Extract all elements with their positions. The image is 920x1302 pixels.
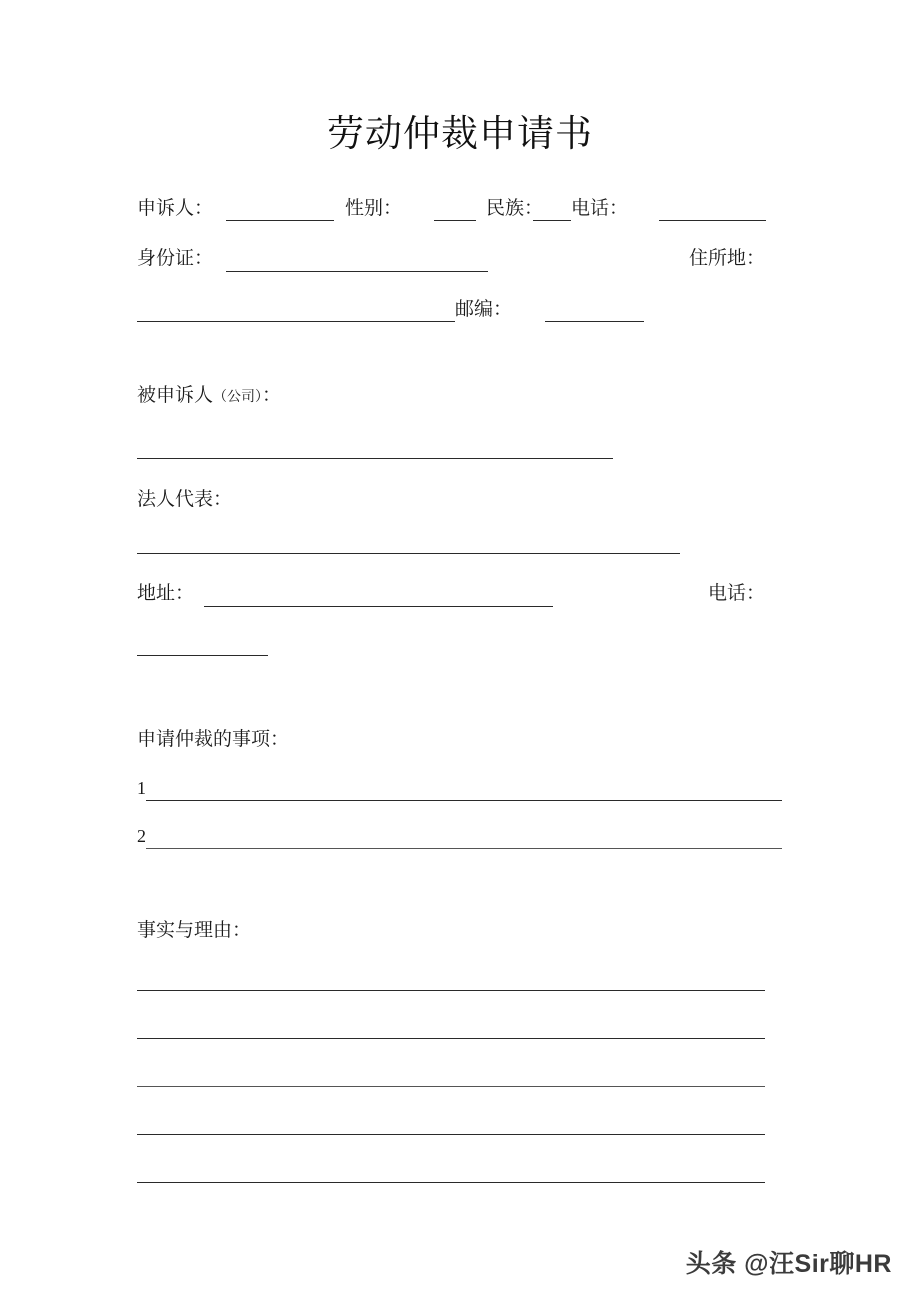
watermark: 头条 @汪Sir聊HR <box>685 1250 892 1278</box>
respondent-address-blank[interactable] <box>204 606 553 607</box>
applicant-gender-label: 性别： <box>345 198 403 219</box>
arbitration-item-blank-1[interactable] <box>146 800 782 801</box>
facts-blank-line-4[interactable] <box>137 1134 765 1135</box>
applicant-id-blank[interactable] <box>226 271 488 272</box>
respondent-address-label: 地址： <box>137 583 195 604</box>
applicant-phone-blank[interactable] <box>659 220 766 221</box>
arbitration-items-heading: 申请仲裁的事项： <box>137 729 290 750</box>
facts-blank-line-1[interactable] <box>137 990 765 991</box>
respondent-label <box>137 383 281 411</box>
applicant-residence-blank[interactable] <box>137 321 455 322</box>
respondent-label-main: 被申诉人 <box>137 385 214 406</box>
respondent-name-blank[interactable] <box>137 458 613 459</box>
respondent-phone-label: 电话： <box>707 583 765 604</box>
applicant-gender-blank[interactable] <box>434 220 476 221</box>
page-title: 劳动仲裁申请书 <box>327 114 593 155</box>
respondent-label-colon: ： <box>262 385 282 406</box>
applicant-phone-label: 电话： <box>571 198 629 219</box>
respondent-label-paren: （公司） <box>213 390 263 405</box>
applicant-residence-label: 住所地： <box>688 248 765 269</box>
legal-representative-label: 法人代表： <box>137 489 233 510</box>
arbitration-item-blank-2[interactable] <box>146 848 782 849</box>
applicant-name-blank[interactable] <box>226 220 334 221</box>
facts-blank-line-3[interactable] <box>137 1086 765 1087</box>
arbitration-item-number-2: 2 <box>137 826 146 846</box>
facts-blank-line-5[interactable] <box>137 1182 765 1183</box>
facts-blank-line-2[interactable] <box>137 1038 765 1039</box>
applicant-ethnicity-label: 民族： <box>486 198 544 219</box>
arbitration-item-number-1: 1 <box>137 778 146 798</box>
respondent-phone-blank[interactable] <box>137 655 268 656</box>
legal-representative-blank[interactable] <box>137 553 680 554</box>
applicant-name-label: 申诉人： <box>137 198 214 219</box>
applicant-id-label: 身份证： <box>137 248 214 269</box>
applicant-postcode-blank[interactable] <box>545 321 644 322</box>
applicant-ethnicity-blank[interactable] <box>533 220 571 221</box>
facts-heading: 事实与理由： <box>137 920 252 941</box>
applicant-postcode-label: 邮编： <box>455 299 513 320</box>
